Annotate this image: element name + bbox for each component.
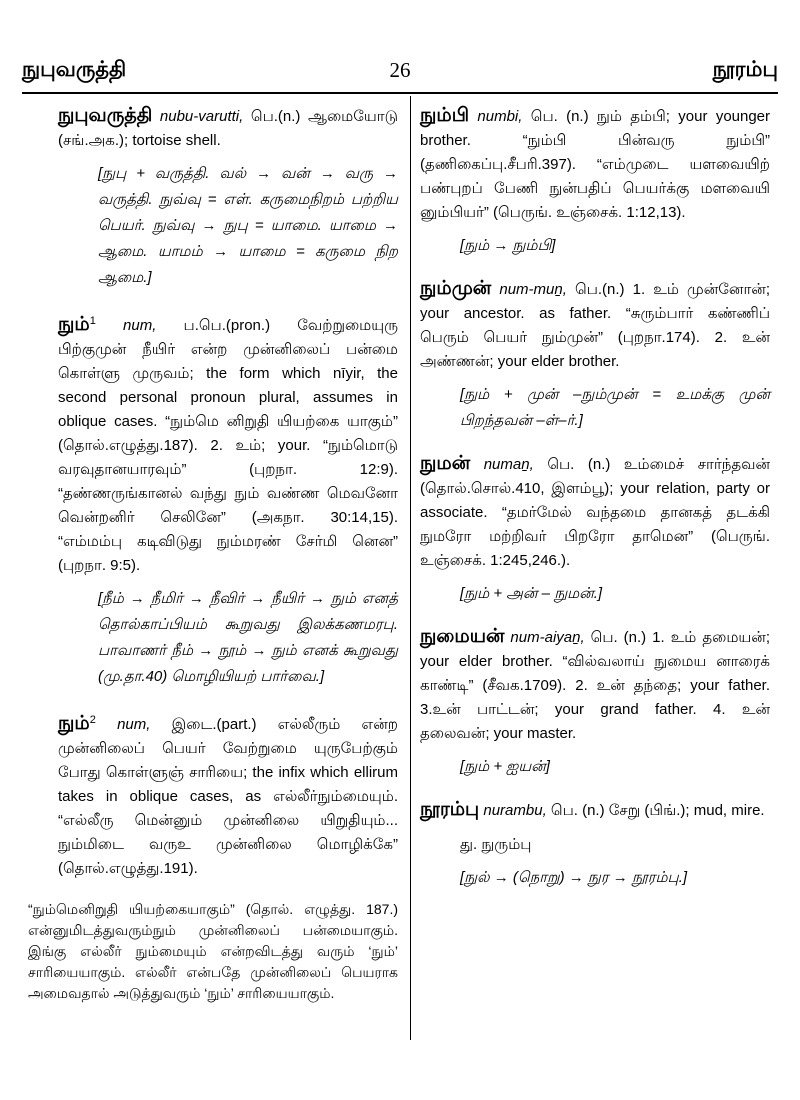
headword: நும் (58, 713, 90, 734)
right-column (420, 104, 770, 909)
homonym-number: 1 (89, 315, 96, 327)
running-head-left: நுபுவருத்தி (22, 58, 127, 81)
romanization: num, (123, 317, 157, 334)
dictionary-entry (58, 104, 398, 291)
definition: பெ. (n.) 1. உம் தமையன்; your elder brother. “வில்வலாய் நுமைய னாரைக் காண்டி” (சீவக.1709). 2. உன் தந்தை; your father. 3.உன் பாட்டன்; your grand father. 4. உன் தலைவன்; your master. (420, 629, 770, 742)
running-head-right: நூரம்பு (712, 58, 778, 81)
definition: இடை.(part.) எல்லீரும் என்ற முன்னிலைப் பெயர் வேற்றுமை யுருபேற்கும் போது கொள்ளுஞ் சாரியை; the infix which ellirum takes in oblique cases, as எல்லீர்நும்மையும். “எல்லீரு மென்னும் முன்னிலை யிறுதியும்... நும்மிடை வருஉ முன்னிலை மொழிக்கே” (தொல்.எழுத்து.191). (58, 716, 399, 877)
dictionary-entry (420, 104, 770, 259)
cognate: து. நுரும்பு (460, 836, 532, 853)
dictionary-entry (420, 625, 770, 780)
etymology: [நுபு + வருத்தி. வல் → வன் → வரு → வருத்தி. நுவ்வு = எள். கருமைநிறம் பற்றிய பெயர். நுவ்வு → நுபு = யாமை. யாமை → ஆமை. யாமம் → யாமை = கருமை நிற ஆமை.] (98, 165, 398, 286)
definition: பெ.(n.) 1. உம் முன்னோன்; your ancestor. as father. “சுரும்பார் கண்ணிப் பெரும் பெயர் நும்முன்” (புறநா.174). 2. உன் அண்ணன்; your elder brother. (420, 281, 770, 370)
dictionary-entry (420, 277, 770, 434)
headword: நும்முன் (420, 278, 492, 299)
romanization: numbi, (477, 108, 523, 125)
header-rule (22, 92, 778, 94)
etymology: [நும் + முன் –நும்முன் = உமக்கு முன் பிறந்தவன் –ள்–ர்.] (460, 386, 770, 429)
page-number: 26 (389, 58, 411, 82)
page-header (22, 58, 778, 88)
etymology: [நும் → நும்பி] (460, 237, 556, 254)
etymology: [நுல் → (நொறு) → நுர → நூரம்பு.] (460, 869, 688, 886)
headword: நுமன் (420, 453, 471, 474)
romanization: num-aiyaṉ, (510, 629, 585, 646)
etymology: [நீம் → நீமிர் → நீவிர் → நீயிர் → நும் எனத் தொல்காப்பியம் கூறுவது இலக்கணமரபு. பாவாணர் நீம் → நூம் → நும் எனக் கூறுவது (மு.தா.40) மொழியியற் பார்வை.] (98, 590, 398, 685)
headword: நும் (58, 314, 90, 335)
definition: ப.பெ.(pron.) வேற்றுமையுரு பிற்குமுன் நீயிர் என்ற முன்னிலைப் பன்மை கொள்ளு முருவம்; the form which nīyir, the second personal pronoun plural, assumes in oblique cases. “நும்மெ னிறுதி யியற்கை யாகும்” (தொல்.எழுத்து.187). 2. உம்; your. “நும்மொடு வரவுதானயாரவும்” (புறநா. 12:9). “தண்ணருங்கானல் வந்து நும் வண்ண மெவனோ வென்றனிர் செலினே” (அகநா. 30:14,15). “எம்மம்பு கடிவிடுது நும்மரண் சேர்மி னென” (புறநா. 9:5). (58, 317, 399, 574)
romanization: num, (117, 716, 151, 733)
dictionary-entry (420, 798, 770, 891)
headword: நும்பி (420, 105, 470, 126)
definition: பெ. (n.) உம்மைச் சார்ந்தவன் (தொல்.சொல்.410, இளம்பூ); your relation, party or associate. “தமர்மேல் வந்தமை தானகத் தடக்கி நுமரோ மற்றிவர் பிறரோ தாமென” (பெருங். உஞ்சைக். 1:245,246.). (420, 456, 771, 569)
definition: பெ. (n.) நும் தம்பி; your younger brother. “நும்பி பின்வரு நும்பி” (தணிகைப்பு.சீபரி.397). “எம்முடை யளவையிற் பண்புறப் பேணி நுன்பதிப் பெயர்க்கு மளவையி னும்பியர்” (பெருங். உஞ்சைக். 1:12,13). (420, 108, 771, 221)
dictionary-entry (58, 309, 398, 690)
etymology: [நும் + ஐயன்] (460, 758, 550, 775)
homonym-number: 2 (89, 714, 96, 726)
romanization: num-muṉ, (499, 281, 567, 298)
dictionary-entry (58, 708, 398, 881)
romanization: nurambu, (483, 802, 547, 819)
definition: பெ. (n.) சேறு (பிங்.); mud, mire. (550, 802, 765, 819)
definition: பெ.(n.) ஆமையோடு (சங்.அக.); tortoise shell. (58, 108, 398, 149)
column-divider (410, 96, 411, 1040)
dictionary-entry (420, 452, 770, 607)
romanization: numaṉ, (483, 456, 534, 473)
footnote: “நும்மெனிறுதி யியற்கையாகும்” (தொல். எழுத்து. 187.) என்னுமிடத்துவரும்நும் முன்னிலைப் பன்மையாகும். இங்கு எல்லீர் நும்மையும் என்றவிடத்து வரும் ‘நும்’ சாரியையாகும். எல்லீர் என்பதே முன்னிலைப் பெயராக அமைவதால் அடுத்துவரும் ‘நும்’ சாரியையாகும். (28, 901, 398, 1001)
headword: நூரம்பு (420, 799, 480, 820)
headword: நுமையன் (420, 626, 505, 647)
left-column (28, 104, 399, 1004)
romanization: nubu-varutti, (159, 108, 244, 125)
headword: நுபுவருத்தி (58, 105, 153, 126)
etymology: [நும் + அன் – நுமன்.] (460, 585, 603, 602)
